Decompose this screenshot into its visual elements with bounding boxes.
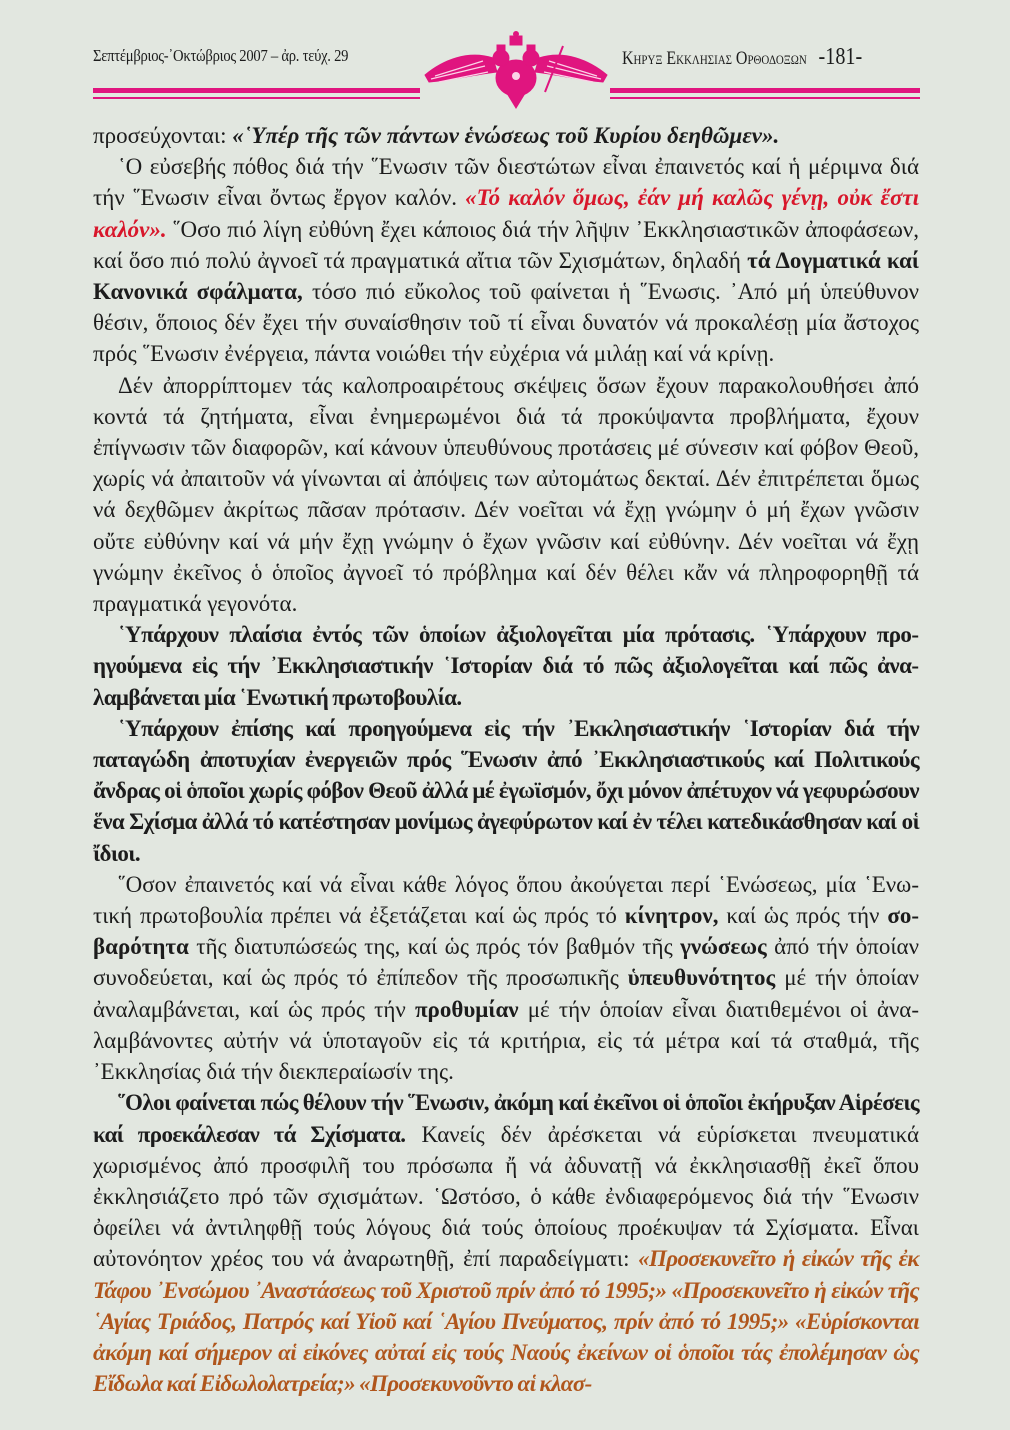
- paragraph-7: [93, 1087, 919, 1399]
- issue-info: Σεπτέμβριος-᾿Οκτώβριος 2007 – ἀρ. τεύχ. 29: [93, 46, 349, 65]
- paragraph-4: ῾Υπάρχουν πλαίσια ἐντός τῶν ὁποίων ἀξιολογεῖται μία πρότασις. ῾Υπάρχουν προηγούμενα εἰς τήν ᾿Εκκλησιαστικήν ῾Ιστορίαν διά τό πῶς ἀξιολογεῖται καί πῶς ἀναλαμβάνεται μία ῾Ενωτική πρωτοβουλία.: [93, 622, 919, 710]
- article-body: [93, 120, 919, 1399]
- highlight-quotes-brown: «Προσεκυνεῖτο ἡ εἰκών τῆς ἐκ Τάφου ᾿Ενσώμου ᾿Αναστάσεως τοῦ Χριστοῦ πρίν ἀπό τό 1995;» «Προσεκυνεῖτο ἡ εἰκών τῆς ῾Αγίας Τριάδος, Πατρός καί Υἱοῦ καί ῾Αγίου Πνεύματος, πρίν ἀπό τό 1995;» «Εὑρίσκονται ἀκόμη καί σήμερον αἱ εἰκόνες αὐταί εἰς τούς Ναούς ἐκείνων οἱ ὁποῖοι τάς ἐπολέμησαν ὡς Εἴδωλα καί Εἰδωλολατρεία;» «Προσεκυνοῦντο αἱ κλασ-: [93, 1246, 919, 1397]
- highlight-quote-red: «Τό καλόν ὅμως, ἐάν μή καλῶς γένῃ, οὐκ ἔστι καλόν».: [93, 185, 919, 242]
- prayer-quote: «῾Υπέρ τῆς τῶν πάντων ἑνώσεως τοῦ Κυρίου δεηθῶμεν».: [232, 123, 780, 148]
- text: μέ τήν ὁποίαν εἶναι διατιθεμένοι οἱ ἀναλαμβάνοντες αὐτήν νά ὑποταγοῦν εἰς τά κριτήρια, εἰς τά μέτρα καί τά σταθμά, τῆς ᾿Εκκλησίας διά τήν διεκπεραίωσίν της.: [93, 996, 919, 1085]
- paragraph-3: Δέν ἀπορρίπτομεν τάς καλοπροαιρέτους σκέψεις ὅσων ἔχουν παρακολουθήσει ἀπό κοντά τά ζητήματα, εἶναι ἐνημερωμένοι διά τά προκύψαντα προβλήματα, ἔχουν ἐπίγνωσιν τῶν διαφορῶν, καί κάνουν ὑπευθύνους προτάσεις μέ σύνεσιν καί φόβον Θεοῦ, χωρίς νά ἀπαιτοῦν νά γίνωνται αἱ ἀπόψεις των αὐτομάτως δεκταί. Δέν ἐπιτρέπεται ὅμως νά δεχθῶμεν ἀκρίτως πᾶσαν πρότασιν. Δέν νοεῖται νά ἔχῃ γνώμην ὁ μή ἔχων γνῶσιν οὔτε εὐθύνην καί νά μήν ἔχῃ γνώμην ὁ ἔχων γνῶσιν καί εὐθύνην. Δέν νοεῖται νά ἔχῃ γνώμην ἐκεῖνος ὁ ὁποῖος ἀγνοεῖ τό πρόβλημα καί δέν θέλει κἄν νά πληροφορηθῇ τά πραγματικά γεγονότα.: [93, 372, 919, 617]
- emphasis: κίνητρον,: [624, 903, 719, 929]
- text: προσεύχονται:: [93, 123, 233, 148]
- text: ῞Οσον ἐπαινετός καί νά εἶναι κάθε λόγος ὅπου ἀκούγεται περί ῾Ενώσεως, μία ῾Ενωτική πρωτοβουλία πρέπει νά ἐξετάζεται καί ὡς πρός τό: [93, 871, 919, 929]
- text: Κανείς δέν ἀρέσκεται νά εὑρίσκεται πνευματικά χωρισμένος ἀπό προσφιλῆ του πρόσωπα ἤ νά ἀδυνατῇ νά ἐκκλησιασθῇ ἐκεῖ ὅπου ἐκκλησιάζετο πρό τῶν σχισμάτων. ῾Ωστόσο, ὁ κάθε ἐνδιαφερόμενος διά τήν ῞Ενωσιν ὀφείλει νά ἀντιληφθῇ τούς λόγους διά τούς ὁποίους προέκυψαν τά Σχίσματα. Εἶναι αὐτονόητον χρέος του νά ἀναρωτηθῇ, ἐπί παραδείγματι:: [93, 1121, 920, 1272]
- text: ἀπό τήν ὁποίαν συνοδεύεται, καί ὡς πρός τό ἐπίπεδον τῆς προσωπικῆς: [93, 934, 919, 991]
- paragraph-1: [93, 120, 919, 151]
- text: μέ τήν ὁποίαν ἀναλαμβάνεται, καί ὡς πρός τήν: [93, 965, 919, 1022]
- page-header: [0, 0, 1010, 110]
- emphasis: τά Δογματικά καί Κανονικά σφάλματα,: [93, 247, 919, 305]
- emphasis: σοβαρότητα: [93, 903, 919, 960]
- paragraph-6: [93, 869, 919, 1087]
- journal-title: Κηρυξ Εκκλησιας Ορθοδοξων: [622, 48, 807, 69]
- header-rule-left-thick: [93, 88, 420, 93]
- text: ῞Οσο πιό λίγη εὐθύνη ἔχει κάποιος διά τήν λῆψιν ᾿Εκκλησιαστικῶν ἀποφάσεων, καί ὅσο πιό πολύ ἀγνοεῖ τά πραγματικά αἴτια τῶν Σχισμάτων, δηλαδή: [93, 216, 919, 273]
- header-rule-right-thin: [610, 97, 920, 99]
- page-number: -181-: [818, 44, 863, 70]
- paragraph-5: ῾Υπάρχουν ἐπίσης καί προηγούμενα εἰς τήν ᾿Εκκλησιαστικήν ῾Ιστορίαν διά τήν παταγώδη ἀποτυχίαν ἐνεργειῶν πρός ῞Ενωσιν ἀπό ᾿Εκκλησιαστικούς καί Πολιτικούς ἄνδρας οἱ ὁποῖοι χωρίς φόβον Θεοῦ ἀλλά μέ ἐγωϊσμόν, ὄχι μόνον ἀπέτυχον νά γεφυρώσουν ἕνα Σχίσμα ἀλλά τό κατέστησαν μονίμως ἀγεφύρωτον καί ἐν τέλει κατεδικάσθησαν καί οἱ ἴδιοι.: [93, 715, 919, 866]
- text: τῆς διατυπώσεώς της, καί ὡς πρός τόν βαθμόν τῆς: [188, 934, 681, 960]
- paragraph-2: [93, 151, 919, 369]
- emphasis: γνώσεως: [680, 934, 767, 960]
- header-rule-left-thin: [93, 97, 420, 99]
- emphasis: ῞Ολοι φαίνεται πώς θέλουν τήν ῞Ενωσιν, ἀκόμη καί ἐκεῖνοι οἱ ὁποῖοι ἐκήρυξαν Αἱρέσεις καί προεκάλεσαν τά Σχίσματα.: [93, 1090, 919, 1147]
- text: τόσο πιό εὔκολος τοῦ φαίνεται ἡ ῞Ενωσις. ᾿Από μή ὑπεύθυνον θέσιν, ὅποιος δέν ἔχει τήν συναίσθησιν τοῦ τί εἶναι δυνατόν νά προκαλέσῃ μία ἄστοχος πρός ῞Ενωσιν ἐνέργεια, πάντα νοιώθει τήν εὐχέρια νά μιλάῃ καί νά κρίνῃ.: [93, 279, 919, 367]
- emphasis: ὑπευθυνότητος: [627, 965, 776, 991]
- header-rule-right-thick: [610, 88, 920, 93]
- text: καί ὡς πρός τήν: [718, 903, 888, 929]
- text: ῾Ο εὐσεβής πόθος διά τήν ῞Ενωσιν τῶν διεστώτων εἶναι ἐπαινετός καί ἡ μέριμνα διά τήν ῞Ενωσιν εἶναι ὄντως ἔργον καλόν.: [93, 154, 919, 211]
- double-headed-eagle-icon: [413, 30, 619, 110]
- journal-header: [622, 44, 862, 71]
- emphasis: προθυμίαν: [414, 996, 519, 1022]
